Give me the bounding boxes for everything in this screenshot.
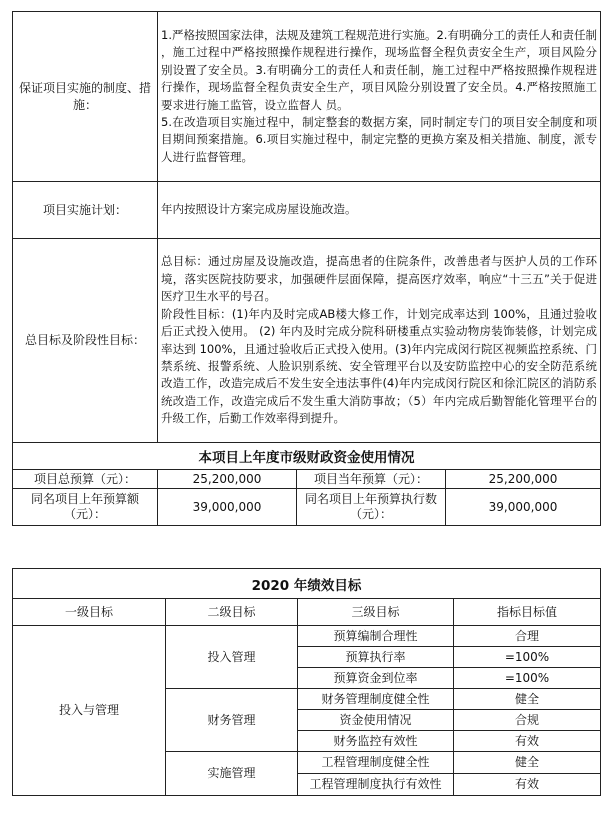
current-budget-label: 项目当年预算（元）： bbox=[297, 470, 446, 489]
header-target: 指标目标值 bbox=[454, 599, 601, 626]
funding-row-2 bbox=[13, 489, 601, 526]
level2-goal: 实施管理 bbox=[166, 752, 298, 796]
target-value: 合规 bbox=[454, 710, 601, 731]
measures-row bbox=[13, 12, 601, 182]
last-year-exec-value: 39,000,000 bbox=[446, 489, 601, 526]
target-value: =100% bbox=[454, 647, 601, 668]
project-info-table bbox=[12, 11, 601, 526]
target-value: 合理 bbox=[454, 626, 601, 647]
funding-title: 本项目上年度市级财政资金使用情况 bbox=[13, 443, 601, 470]
measures-content bbox=[158, 12, 601, 182]
plan-label: 项目实施计划： bbox=[13, 182, 158, 239]
target-value: 有效 bbox=[454, 731, 601, 752]
goals-label: 总目标及阶段性目标： bbox=[13, 239, 158, 443]
performance-table bbox=[12, 568, 601, 796]
target-value: 有效 bbox=[454, 774, 601, 796]
current-budget-value: 25,200,000 bbox=[446, 470, 601, 489]
header-level3: 三级目标 bbox=[298, 599, 454, 626]
header-level1: 一级目标 bbox=[13, 599, 166, 626]
target-value: 健全 bbox=[454, 689, 601, 710]
level3-goal: 资金使用情况 bbox=[298, 710, 454, 731]
level3-goal: 工程管理制度健全性 bbox=[298, 752, 454, 774]
project-info-section bbox=[12, 11, 600, 526]
level3-goal: 工程管理制度执行有效性 bbox=[298, 774, 454, 796]
target-value: =100% bbox=[454, 668, 601, 689]
level3-goal: 财务监控有效性 bbox=[298, 731, 454, 752]
total-budget-label: 项目总预算（元）： bbox=[13, 470, 158, 489]
measures-line-1: 1.严格按照国家法律，法规及建筑工程规范进行实施。2.有明确分工的责任人和责任制 bbox=[161, 27, 597, 42]
level3-goal: 财务管理制度健全性 bbox=[298, 689, 454, 710]
plan-content: 年内按照设计方案完成房屋设施改造。 bbox=[158, 182, 601, 239]
goals-row bbox=[13, 239, 601, 443]
last-year-budget-value: 39,000,000 bbox=[158, 489, 297, 526]
goals-content bbox=[158, 239, 601, 443]
performance-title-row bbox=[13, 569, 601, 599]
level1-goal: 投入与管理 bbox=[13, 626, 166, 796]
target-value: 健全 bbox=[454, 752, 601, 774]
measures-label: 保证项目实施的制度、措施： bbox=[13, 12, 158, 182]
performance-section bbox=[12, 568, 600, 796]
funding-row-1 bbox=[13, 470, 601, 489]
stage-goals: 阶段性目标：(1)年内及时完成AB楼大修工作，计划完成率达到 100%，且通过验收后正式投入使用。 (2) 年内及时完成分院科研楼重点实验动物房装饰装修，计划完成率达到 100%，且通过验收后正式投入使用。(3)年内完成闵行院区视频监控系统、门禁系统、报警系统、人脸识别系统、安全管理平台以及安防监控中心的安全防范系统改造工作，改造完成后不发生安全违法事件(4)年内完成闵行院区和徐汇院区的消防系统改造工作，改造完成后不发生重大消防事故；（5）年内完成后勤智能化管理平台的升级工作，后勤工作效率得到提升。 bbox=[161, 306, 597, 426]
level3-goal: 预算执行率 bbox=[298, 647, 454, 668]
last-year-budget-label: 同名项目上年预算额（元）： bbox=[13, 489, 158, 526]
total-budget-value: 25,200,000 bbox=[158, 470, 297, 489]
measures-line-2: ，施工过程中严格按照操作规程进行操作，现场监督全程负责安全生产，项目风险分别设置了安全员。3.有明确分工的责任人和责任制，施工过程中严格按照操作规程进行操作，现场监督全程负责安全生产，项目风险分别设置了安全员。4.严格按照施工要求进行施工监管，设立监督人 员。 bbox=[161, 45, 597, 112]
header-level2: 二级目标 bbox=[166, 599, 298, 626]
level3-goal: 预算资金到位率 bbox=[298, 668, 454, 689]
funding-title-row bbox=[13, 443, 601, 470]
performance-title: 2020 年绩效目标 bbox=[13, 569, 601, 599]
overall-goal: 总目标：通过房屋及设施改造，提高患者的住院条件，改善患者与医护人员的工作环境，落实医院技防要求，加强硬件层面保障，提高医疗效率，响应“十三五”关于促进医疗卫生水平的号召。 bbox=[161, 254, 597, 304]
level3-goal: 预算编制合理性 bbox=[298, 626, 454, 647]
performance-header-row bbox=[13, 599, 601, 626]
plan-row bbox=[13, 182, 601, 239]
measures-line-3: 5.在改造项目实施过程中，制定整套的数据方案，同时制定专门的项目安全制度和项目期间预案措施。6.项目实施过程中，制定完整的更换方案及相关措施、制度，派专人进行监督管理。 bbox=[161, 114, 597, 164]
level2-goal: 投入管理 bbox=[166, 626, 298, 689]
table-row bbox=[13, 626, 601, 647]
level2-goal: 财务管理 bbox=[166, 689, 298, 752]
last-year-exec-label: 同名项目上年预算执行数（元）： bbox=[297, 489, 446, 526]
